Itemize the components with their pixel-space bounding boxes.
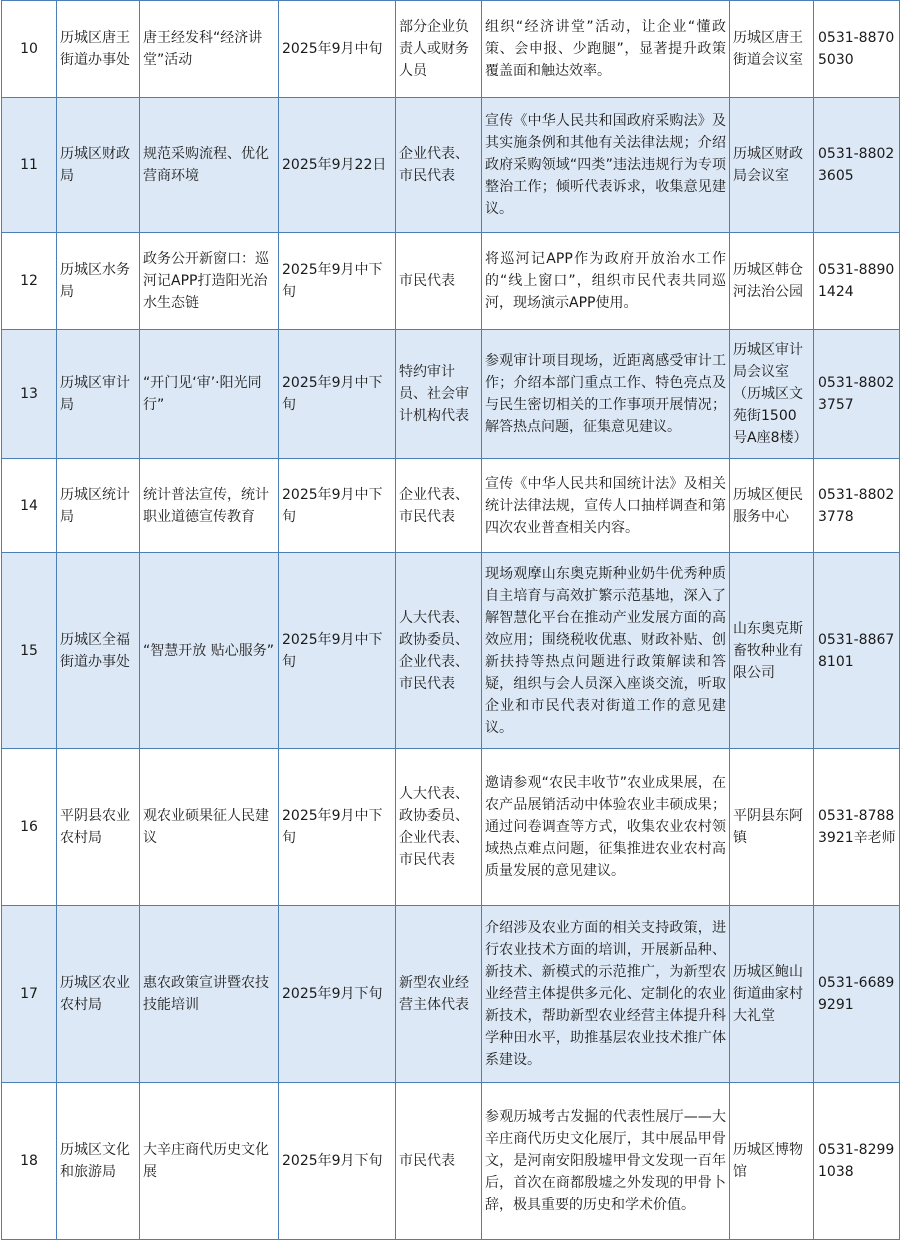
activity-content: 将巡河记APP作为政府开放治水工作的“线上窗口”，组织市民代表共同巡河，现场演示APP使用。 — [482, 233, 730, 330]
table-row — [2, 749, 900, 906]
participants: 特约审计员、社会审计机构代表 — [396, 330, 482, 459]
row-number: 10 — [2, 1, 57, 98]
row-number: 14 — [2, 459, 57, 553]
activity-content: 介绍涉及农业方面的相关支持政策，进行农业技术方面的培训，开展新品种、新技术、新模式的示范推广，为新型农业经营主体提供多元化、定制化的农业新技术，帮助新型农业经营主体提升科学种田水平，助推基层农业技术推广体系建设。 — [482, 906, 730, 1083]
activity-location: 历城区便民服务中心 — [730, 459, 814, 553]
activity-topic: 政务公开新窗口：巡河记APP打造阳光治水生态链 — [140, 233, 279, 330]
activity-time: 2025年9月中下旬 — [279, 459, 396, 553]
activity-location: 历城区鲍山街道曲家村大礼堂 — [730, 906, 814, 1083]
row-number: 15 — [2, 553, 57, 749]
participants: 新型农业经营主体代表 — [396, 906, 482, 1083]
contact-phone: 0531-87883921辛老师 — [814, 749, 900, 906]
activity-time: 2025年9月下旬 — [279, 906, 396, 1083]
activity-content: 宣传《中华人民共和国统计法》及相关统计法律法规，宣传人口抽样调查和第四次农业普查相关内容。 — [482, 459, 730, 553]
row-number: 12 — [2, 233, 57, 330]
contact-phone: 0531-82991038 — [814, 1083, 900, 1240]
row-number: 13 — [2, 330, 57, 459]
participants: 人大代表、政协委员、企业代表、市民代表 — [396, 749, 482, 906]
contact-phone: 0531-88678101 — [814, 553, 900, 749]
activity-content: 邀请参观“农民丰收节”农业成果展，在农产品展销活动中体验农业丰硕成果；通过问卷调查等方式，收集农业农村领域热点难点问题，征集推进农业农村高质量发展的意见建议。 — [482, 749, 730, 906]
row-number: 18 — [2, 1083, 57, 1240]
organizer-unit: 历城区水务局 — [57, 233, 140, 330]
activity-time: 2025年9月22日 — [279, 98, 396, 233]
participants: 人大代表、政协委员、企业代表、市民代表 — [396, 553, 482, 749]
row-number: 11 — [2, 98, 57, 233]
activity-topic: “开门见‘审’·阳光同行” — [140, 330, 279, 459]
activity-content: 组织“经济讲堂”活动，让企业“懂政策、会申报、少跑腿”，显著提升政策覆盖面和触达效率。 — [482, 1, 730, 98]
activity-location: 历城区博物馆 — [730, 1083, 814, 1240]
contact-phone: 0531-88023757 — [814, 330, 900, 459]
table-row — [2, 459, 900, 553]
organizer-unit: 历城区审计局 — [57, 330, 140, 459]
activity-content: 参观历城考古发掘的代表性展厅——大辛庄商代历史文化展厅，其中展品甲骨文，是河南安阳殷墟甲骨文发现一百年后，首次在商都殷墟之外发现的甲骨卜辞，极具重要的历史和学术价值。 — [482, 1083, 730, 1240]
participants: 市民代表 — [396, 1083, 482, 1240]
organizer-unit: 历城区唐王街道办事处 — [57, 1, 140, 98]
contact-phone: 0531-88901424 — [814, 233, 900, 330]
activity-location: 历城区审计局会议室（历城区文苑街1500号A座8楼） — [730, 330, 814, 459]
activity-location: 平阴县东阿镇 — [730, 749, 814, 906]
activity-time: 2025年9月中下旬 — [279, 233, 396, 330]
activity-time: 2025年9月中下旬 — [279, 330, 396, 459]
participants: 部分企业负责人或财务人员 — [396, 1, 482, 98]
activity-location: 历城区财政局会议室 — [730, 98, 814, 233]
activity-topic: 大辛庄商代历史文化展 — [140, 1083, 279, 1240]
activity-time: 2025年9月中下旬 — [279, 749, 396, 906]
activity-topic: 规范采购流程、优化营商环境 — [140, 98, 279, 233]
row-number: 16 — [2, 749, 57, 906]
table-row — [2, 553, 900, 749]
activity-time: 2025年9月中下旬 — [279, 553, 396, 749]
activity-topic: 唐王经发科“经济讲堂”活动 — [140, 1, 279, 98]
table-row — [2, 1, 900, 98]
table-row — [2, 330, 900, 459]
organizer-unit: 历城区统计局 — [57, 459, 140, 553]
activity-location: 历城区韩仓河法治公园 — [730, 233, 814, 330]
participants: 企业代表、市民代表 — [396, 98, 482, 233]
organizer-unit: 平阴县农业农村局 — [57, 749, 140, 906]
participants: 企业代表、市民代表 — [396, 459, 482, 553]
activity-topic: “智慧开放 贴心服务” — [140, 553, 279, 749]
table-row — [2, 233, 900, 330]
activity-topic: 惠农政策宣讲暨农技技能培训 — [140, 906, 279, 1083]
table-row — [2, 98, 900, 233]
activity-content: 现场观摩山东奥克斯种业奶牛优秀种质自主培育与高效扩繁示范基地，深入了解智慧化平台在推动产业发展方面的高效应用；围绕税收优惠、财政补贴、创新扶持等热点问题进行政策解读和答疑，组织与会人员深入座谈交流，听取企业和市民代表对街道工作的意见建议。 — [482, 553, 730, 749]
table-row — [2, 1083, 900, 1240]
activity-table — [1, 0, 900, 1240]
participants: 市民代表 — [396, 233, 482, 330]
activity-topic: 观农业硕果征人民建议 — [140, 749, 279, 906]
activity-topic: 统计普法宣传，统计职业道德宣传教育 — [140, 459, 279, 553]
table-body — [2, 1, 900, 1240]
activity-content: 宣传《中华人民共和国政府采购法》及其实施条例和其他有关法律法规；介绍政府采购领域“四类”违法违规行为专项整治工作；倾听代表诉求，收集意见建议。 — [482, 98, 730, 233]
activity-content: 参观审计项目现场，近距离感受审计工作；介绍本部门重点工作、特色亮点及与民生密切相关的工作事项开展情况；解答热点问题，征集意见建议。 — [482, 330, 730, 459]
organizer-unit: 历城区财政局 — [57, 98, 140, 233]
contact-phone: 0531-66899291 — [814, 906, 900, 1083]
activity-time: 2025年9月下旬 — [279, 1083, 396, 1240]
contact-phone: 0531-88023778 — [814, 459, 900, 553]
contact-phone: 0531-88705030 — [814, 1, 900, 98]
organizer-unit: 历城区农业农村局 — [57, 906, 140, 1083]
activity-location: 山东奥克斯畜牧种业有限公司 — [730, 553, 814, 749]
organizer-unit: 历城区全福街道办事处 — [57, 553, 140, 749]
contact-phone: 0531-88023605 — [814, 98, 900, 233]
row-number: 17 — [2, 906, 57, 1083]
activity-time: 2025年9月中旬 — [279, 1, 396, 98]
organizer-unit: 历城区文化和旅游局 — [57, 1083, 140, 1240]
activity-location: 历城区唐王街道会议室 — [730, 1, 814, 98]
table-row — [2, 906, 900, 1083]
